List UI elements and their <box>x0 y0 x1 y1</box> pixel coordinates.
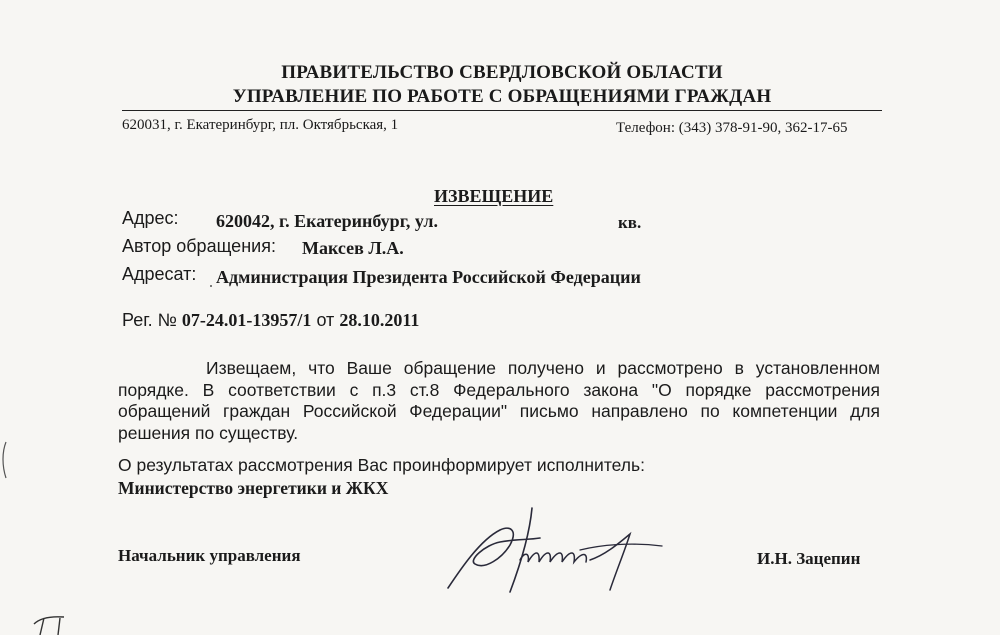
address-label: Адрес: <box>122 208 179 228</box>
address-value: 620042, г. Екатеринбург, ул. <box>216 211 438 231</box>
signer-name: И.Н. Зацепин <box>757 549 861 568</box>
registration-from: от <box>316 310 335 330</box>
recipient-label: Адресат: <box>122 264 197 284</box>
scan-edge-mark <box>0 440 8 480</box>
handwritten-signature <box>440 500 670 600</box>
apartment-label: кв. <box>618 213 642 232</box>
scan-speck <box>210 285 212 287</box>
header-divider <box>122 110 882 111</box>
registration-line <box>122 310 419 331</box>
organization-phone: Телефон: (343) 378-91-90, 362-17-65 <box>616 120 848 136</box>
organization-address: 620031, г. Екатеринбург, пл. Октябрьская, 1 <box>122 117 399 133</box>
author-label: Автор обращения: <box>122 236 276 256</box>
registration-prefix: Рег. № <box>122 310 177 330</box>
result-info-line: О результатах рассмотрения Вас проинформирует исполнитель: <box>118 455 645 475</box>
handwritten-margin-mark <box>30 612 90 635</box>
recipient-value: Администрация Президента Российской Федерации <box>216 267 641 287</box>
notice-paragraph: Извещаем, что Ваше обращение получено и рассмотрено в установленном порядке. В соответствии с п.3 ст.8 Федерального закона "О порядке рассмотрения обращений граждан Российской Федерации" письмо направлено по компетенции для решения по существу. <box>118 358 880 443</box>
author-value: Максев Л.А. <box>302 238 404 258</box>
signer-position: Начальник управления <box>118 546 301 565</box>
department-name: УПРАВЛЕНИЕ ПО РАБОТЕ С ОБРАЩЕНИЯМИ ГРАЖДАН <box>232 86 772 107</box>
executor-name: Министерство энергетики и ЖКХ <box>118 478 389 498</box>
registration-number: 07-24.01-13957/1 <box>181 310 312 330</box>
organization-name: ПРАВИТЕЛЬСТВО СВЕРДЛОВСКОЙ ОБЛАСТИ <box>281 62 723 83</box>
document-title: ИЗВЕЩЕНИЕ <box>434 186 554 206</box>
registration-date: 28.10.2011 <box>339 310 420 330</box>
